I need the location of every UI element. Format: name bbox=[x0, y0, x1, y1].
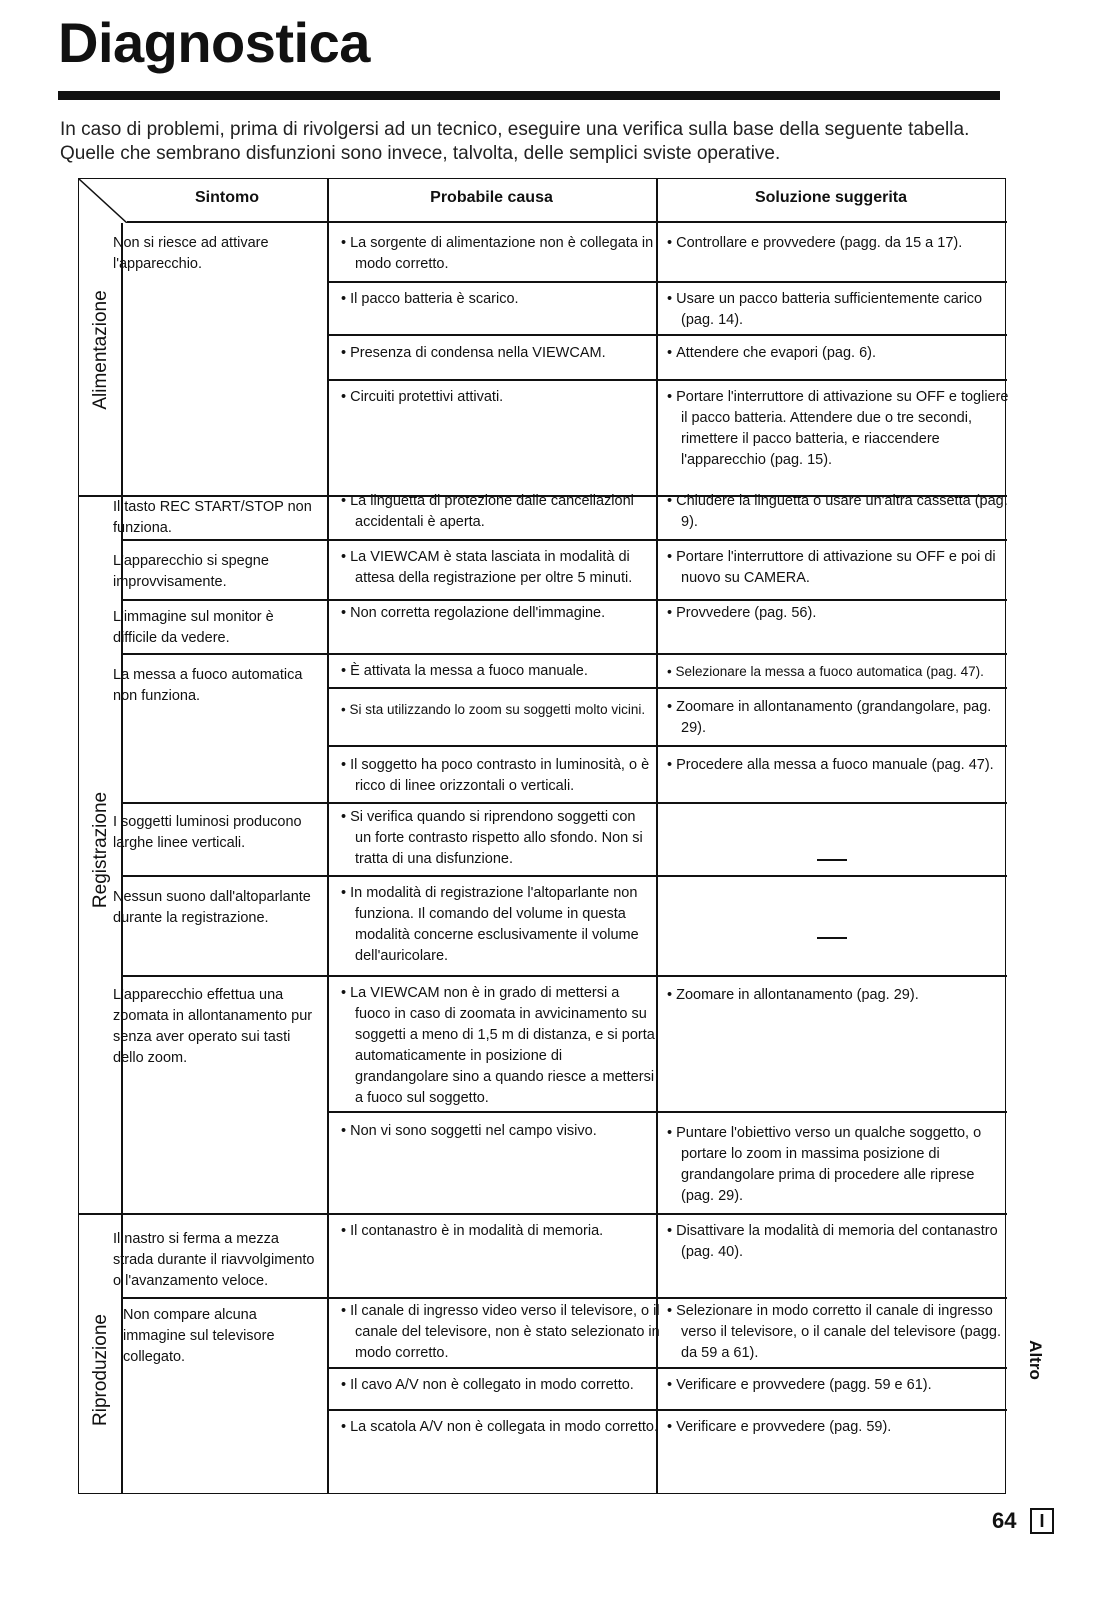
cause-cell: • Non corretta regolazione dell'immagine. bbox=[341, 603, 655, 624]
cause-cell: • È attivata la messa a fuoco manuale. bbox=[341, 661, 655, 682]
row-rule bbox=[327, 1111, 1007, 1113]
cause-cell: • Il canale di ingresso video verso il televisore, o il canale del televisore, non è stato selezionato in modo corretto. bbox=[341, 1301, 660, 1364]
symptom-cell: Non compare alcuna immagine sul televisore collegato. bbox=[123, 1307, 275, 1365]
no-solution-dash bbox=[817, 859, 847, 861]
cause-cell: • Il cavo A/V non è collegato in modo corretto. bbox=[341, 1375, 660, 1396]
symptom-cell: Nessun suono dall'altoparlante durante la registrazione. bbox=[113, 889, 311, 926]
symptom-cell: L'apparecchio effettua una zoomata in allontanamento pur senza aver operato sui tasti dello zoom. bbox=[113, 987, 313, 1066]
cause-cell: • La VIEWCAM non è in grado di mettersi a fuoco in caso di zoomata in avvicinamento su soggetti a meno di 1,5 m di distanza, e si porta automaticamente in posizione di grandangolare sino a quando riesce a mettersi a fuoco sul soggetto. bbox=[341, 983, 655, 1109]
solution-cell: • Verificare e provvedere (pag. 59). bbox=[667, 1417, 1011, 1438]
row-rule bbox=[327, 281, 1007, 283]
cause-cell: • La VIEWCAM è stata lasciata in modalità di attesa della registrazione per oltre 5 minuti. bbox=[341, 547, 655, 589]
language-mark: I bbox=[1030, 1508, 1054, 1534]
symptom-cell: Il nastro si ferma a mezza strada durante il riavvolgimento o l'avanzamento veloce. bbox=[113, 1231, 315, 1289]
solution-cell: • Procedere alla messa a fuoco manuale (pag. 47). bbox=[667, 755, 1011, 776]
solution-cell: • Selezionare la messa a fuoco automatica (pag. 47). bbox=[667, 661, 1016, 682]
page-title: Diagnostica bbox=[58, 11, 370, 74]
row-rule bbox=[121, 1297, 1007, 1299]
cause-cell: • Il soggetto ha poco contrasto in luminosità, o è ricco di linee orizzontali o verticali. bbox=[341, 755, 655, 797]
title-rule bbox=[58, 91, 1000, 100]
section-label-power: Alimentazione bbox=[90, 290, 111, 410]
symptom-cell: L'immagine sul monitor è difficile da vedere. bbox=[113, 609, 274, 646]
section-label-playback: Riproduzione bbox=[90, 1314, 111, 1426]
solution-cell: • Disattivare la modalità di memoria del contanastro (pag. 40). bbox=[667, 1221, 1011, 1263]
intro-paragraph: In caso di problemi, prima di rivolgersi ad un tecnico, eseguire una verifica sulla base della seguente tabella. Quelle che sembrano disfunzioni sono invece, talvolta, delle semplici sviste operative. bbox=[60, 119, 970, 164]
page-number: 64 bbox=[992, 1508, 1017, 1533]
solution-cell: • Puntare l'obiettivo verso un qualche soggetto, o portare lo zoom in massima posizione di grandangolare prima di procedere alle riprese (pag. 29). bbox=[667, 1123, 1011, 1207]
symptom-cell: Non si riesce ad attivare l'apparecchio. bbox=[113, 235, 269, 272]
row-rule bbox=[121, 975, 1007, 977]
cause-cell: • In modalità di registrazione l'altoparlante non funziona. Il comando del volume in questa modalità concerne esclusivamente il volume dell'auricolare. bbox=[341, 883, 655, 967]
solution-cell: • Chiudere la linguetta o usare un'altra cassetta (pag. 9). bbox=[667, 491, 1011, 533]
cause-cell: • La linguetta di protezione dalle cancellazioni accidentali è aperta. bbox=[341, 491, 655, 533]
header-cause: Probabile causa bbox=[430, 189, 553, 206]
row-rule bbox=[121, 802, 1007, 804]
row-rule bbox=[327, 334, 1007, 336]
header-diagonal bbox=[79, 179, 127, 223]
section-divider bbox=[121, 223, 123, 1493]
solution-cell: • Verificare e provvedere (pagg. 59 e 61). bbox=[667, 1375, 1011, 1396]
solution-cell: • Attendere che evapori (pag. 6). bbox=[667, 343, 1011, 364]
cause-cell: • Il contanastro è in modalità di memoria. bbox=[341, 1221, 655, 1242]
section-label-recording: Registrazione bbox=[90, 791, 111, 909]
cause-cell: • Non vi sono soggetti nel campo visivo. bbox=[341, 1121, 655, 1142]
row-rule bbox=[327, 1409, 1007, 1411]
header-symptom: Sintomo bbox=[195, 189, 259, 206]
solution-cell: • Portare l'interruttore di attivazione su OFF e poi di nuovo su CAMERA. bbox=[667, 547, 1011, 589]
side-tab-label: Altro bbox=[1025, 1340, 1045, 1380]
cause-cell: • Si verifica quando si riprendono soggetti con un forte contrasto rispetto allo sfondo. Non si tratta di una disfunzione. bbox=[341, 807, 655, 870]
symptom-cell: L'apparecchio si spegne improvvisamente. bbox=[113, 553, 269, 590]
solution-cell: • Portare l'interruttore di attivazione su OFF e togliere il pacco batteria. Attendere due o tre secondi, rimettere il pacco batteria, e riaccendere l'apparecchio (pag. 15). bbox=[667, 387, 1011, 471]
row-rule bbox=[121, 653, 1007, 655]
column-divider bbox=[656, 179, 658, 1493]
diagnostics-table bbox=[78, 178, 1009, 1494]
cause-cell: • Il pacco batteria è scarico. bbox=[341, 289, 655, 310]
symptom-cell: Il tasto REC START/STOP non funziona. bbox=[113, 499, 312, 536]
section-rule bbox=[79, 1213, 1007, 1215]
symptom-cell: La messa a fuoco automatica non funziona. bbox=[113, 667, 303, 704]
solution-cell: • Usare un pacco batteria sufficientemente carico (pag. 14). bbox=[667, 289, 1011, 331]
row-rule bbox=[327, 687, 1007, 689]
solution-cell: • Controllare e provvedere (pagg. da 15 a 17). bbox=[667, 233, 1011, 254]
solution-cell: • Zoomare in allontanamento (grandangolare, pag. 29). bbox=[667, 697, 1011, 739]
no-solution-dash bbox=[817, 937, 847, 939]
cause-cell: • La sorgente di alimentazione non è collegata in modo corretto. bbox=[341, 233, 655, 275]
symptom-cell: I soggetti luminosi producono larghe linee verticali. bbox=[113, 814, 302, 851]
solution-cell: • Zoomare in allontanamento (pag. 29). bbox=[667, 985, 1011, 1006]
row-rule bbox=[327, 379, 1007, 381]
cause-cell: • Si sta utilizzando lo zoom su soggetti molto vicini. bbox=[341, 699, 665, 720]
header-rule bbox=[127, 221, 1007, 223]
row-rule bbox=[121, 875, 1007, 877]
solution-cell: • Provvedere (pag. 56). bbox=[667, 603, 1011, 624]
row-rule bbox=[121, 539, 1007, 541]
cause-cell: • Circuiti protettivi attivati. bbox=[341, 387, 655, 408]
solution-cell: • Selezionare in modo corretto il canale di ingresso verso il televisore, o il canale del televisore (pagg. da 59 a 61). bbox=[667, 1301, 1011, 1364]
row-rule bbox=[327, 745, 1007, 747]
column-divider bbox=[327, 179, 329, 1493]
cause-cell: • Presenza di condensa nella VIEWCAM. bbox=[341, 343, 655, 364]
cause-cell: • La scatola A/V non è collegata in modo corretto. bbox=[341, 1417, 660, 1438]
row-rule bbox=[121, 599, 1007, 601]
row-rule bbox=[327, 1367, 1007, 1369]
header-solution: Soluzione suggerita bbox=[754, 189, 907, 206]
